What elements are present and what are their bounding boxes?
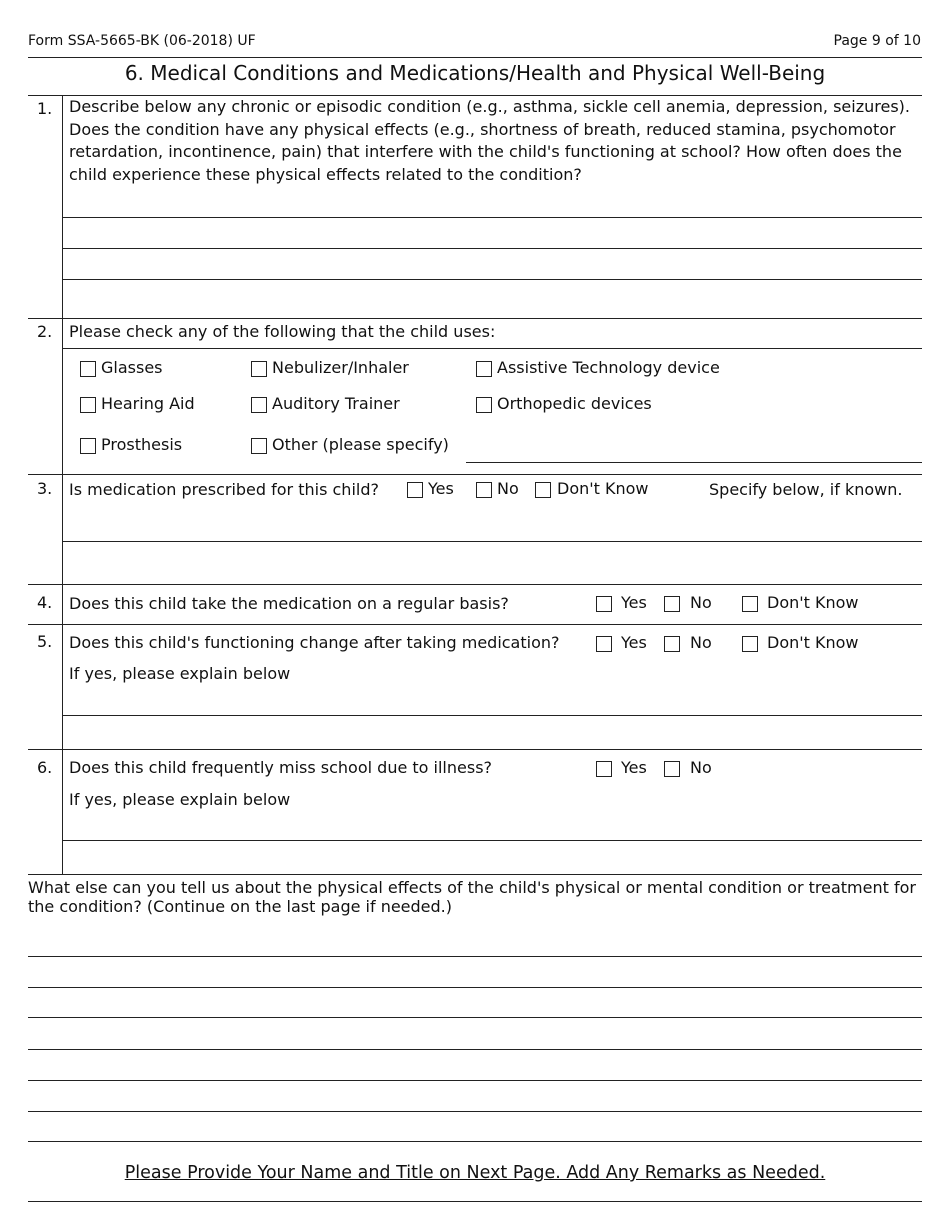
q6-bottom-divider	[28, 874, 922, 875]
prosthesis-label: Prosthesis	[101, 435, 183, 454]
footer-instruction: Please Provide Your Name and Title on Next Page. Add Any Remarks as Needed.	[124, 1163, 826, 1183]
q6-no-checkbox[interactable]	[664, 761, 680, 777]
q6-line	[62, 840, 922, 841]
q3-line	[62, 541, 922, 542]
q2-number: 2.	[37, 322, 53, 341]
q3-dont-know-label: Don't Know	[557, 479, 649, 498]
q5-number: 5.	[37, 632, 53, 651]
assistive-technology-checkbox[interactable]	[476, 361, 492, 377]
number-column-divider	[62, 95, 63, 874]
q1-line	[62, 248, 922, 249]
additional-line	[28, 1017, 922, 1018]
q3-yes-checkbox[interactable]	[407, 482, 423, 498]
additional-line	[28, 1049, 922, 1050]
q6-no-label: No	[690, 758, 712, 777]
other-label: Other (please specify)	[272, 435, 449, 454]
q3-medication-field-1[interactable]	[63, 504, 921, 540]
q5-dont-know-label: Don't Know	[767, 633, 859, 652]
q3-bottom-divider	[28, 584, 922, 585]
q5-yes-checkbox[interactable]	[596, 636, 612, 652]
q6-number: 6.	[37, 758, 53, 777]
q4-yes-checkbox[interactable]	[596, 596, 612, 612]
q6-explain-field-2[interactable]	[63, 841, 921, 873]
q6-yes-label: Yes	[621, 758, 647, 777]
q1-answer-line-1[interactable]	[63, 218, 921, 248]
q4-dont-know-label: Don't Know	[767, 593, 859, 612]
additional-line	[28, 1080, 922, 1081]
additional-line	[28, 956, 922, 957]
q4-question: Does this child take the medication on a regular basis?	[69, 594, 509, 613]
additional-info-field-7[interactable]	[28, 1112, 922, 1140]
additional-info-field-4[interactable]	[28, 1018, 922, 1048]
q5-explain-field-2[interactable]	[63, 716, 921, 748]
additional-info-question: What else can you tell us about the physical effects of the child's physical or mental condition or treatment for the condition? (Continue on the last page if needed.)	[28, 878, 916, 916]
q3-no-label: No	[497, 479, 519, 498]
q4-number: 4.	[37, 593, 53, 612]
q4-bottom-divider	[28, 624, 922, 625]
q1-line	[62, 217, 922, 218]
q3-question: Is medication prescribed for this child?	[69, 480, 379, 499]
q6-explain-field-1[interactable]	[63, 814, 921, 839]
additional-line	[28, 1111, 922, 1112]
q5-yes-label: Yes	[621, 633, 647, 652]
other-checkbox[interactable]	[251, 438, 267, 454]
q2-line	[62, 348, 922, 349]
nebulizer-inhaler-checkbox[interactable]	[251, 361, 267, 377]
q1-question: Describe below any chronic or episodic condition (e.g., asthma, sickle cell anemia, depression, seizures). Does the condition have any physical effects (e.g., shortness of breath, reduced stamina, psychomotor retardation, incontinence, pain) that interfere with the child's functioning at school? How often does the child experience these physical effects related to the condition?	[69, 97, 910, 184]
q3-medication-field-2[interactable]	[63, 542, 921, 583]
prosthesis-checkbox[interactable]	[80, 438, 96, 454]
q5-line	[62, 715, 922, 716]
q6-question: Does this child frequently miss school due to illness?	[69, 758, 493, 777]
q5-explain-field-1[interactable]	[63, 688, 921, 714]
additional-info-field-6[interactable]	[28, 1081, 922, 1110]
orthopedic-devices-label: Orthopedic devices	[497, 394, 652, 413]
q3-specify-note: Specify below, if known.	[709, 480, 903, 499]
q4-yes-label: Yes	[621, 593, 647, 612]
q3-no-checkbox[interactable]	[476, 482, 492, 498]
additional-info-field-3[interactable]	[28, 988, 922, 1016]
q3-number: 3.	[37, 479, 53, 498]
q5-no-label: No	[690, 633, 712, 652]
q5-no-checkbox[interactable]	[664, 636, 680, 652]
q4-no-checkbox[interactable]	[664, 596, 680, 612]
q5-bottom-divider	[28, 749, 922, 750]
q1-line	[62, 279, 922, 280]
q1-answer-line-3[interactable]	[63, 280, 921, 318]
footer-divider	[28, 1201, 922, 1202]
q6-explain-prompt: If yes, please explain below	[69, 790, 291, 809]
q5-dont-know-checkbox[interactable]	[742, 636, 758, 652]
additional-line	[28, 987, 922, 988]
auditory-trainer-label: Auditory Trainer	[272, 394, 400, 413]
other-specify-line	[466, 462, 922, 463]
q6-yes-checkbox[interactable]	[596, 761, 612, 777]
q5-explain-prompt: If yes, please explain below	[69, 664, 291, 683]
q3-yes-label: Yes	[428, 479, 454, 498]
glasses-checkbox[interactable]	[80, 361, 96, 377]
hearing-aid-checkbox[interactable]	[80, 397, 96, 413]
q2-question: Please check any of the following that the child uses:	[69, 322, 496, 341]
other-specify-field[interactable]	[467, 436, 921, 462]
additional-info-field-2[interactable]	[28, 957, 922, 986]
q1-number: 1.	[37, 99, 53, 118]
orthopedic-devices-checkbox[interactable]	[476, 397, 492, 413]
page-number: Page 9 of 10	[833, 33, 921, 49]
q1-bottom-divider	[28, 318, 922, 319]
q5-question: Does this child's functioning change after taking medication?	[69, 633, 560, 652]
additional-info-field-5[interactable]	[28, 1050, 922, 1079]
q1-answer-line-2[interactable]	[63, 249, 921, 279]
q4-no-label: No	[690, 593, 712, 612]
nebulizer-inhaler-label: Nebulizer/Inhaler	[272, 358, 409, 377]
form-id: Form SSA-5665-BK (06-2018) UF	[28, 33, 256, 49]
section-title: 6. Medical Conditions and Medications/Health and Physical Well-Being	[124, 61, 826, 85]
auditory-trainer-checkbox[interactable]	[251, 397, 267, 413]
q2-bottom-divider	[28, 474, 922, 475]
assistive-technology-label: Assistive Technology device	[497, 358, 720, 377]
header-divider	[28, 57, 922, 58]
glasses-label: Glasses	[101, 358, 163, 377]
additional-line	[28, 1141, 922, 1142]
hearing-aid-label: Hearing Aid	[101, 394, 195, 413]
q3-dont-know-checkbox[interactable]	[535, 482, 551, 498]
additional-info-field-1[interactable]	[28, 925, 922, 955]
q4-dont-know-checkbox[interactable]	[742, 596, 758, 612]
